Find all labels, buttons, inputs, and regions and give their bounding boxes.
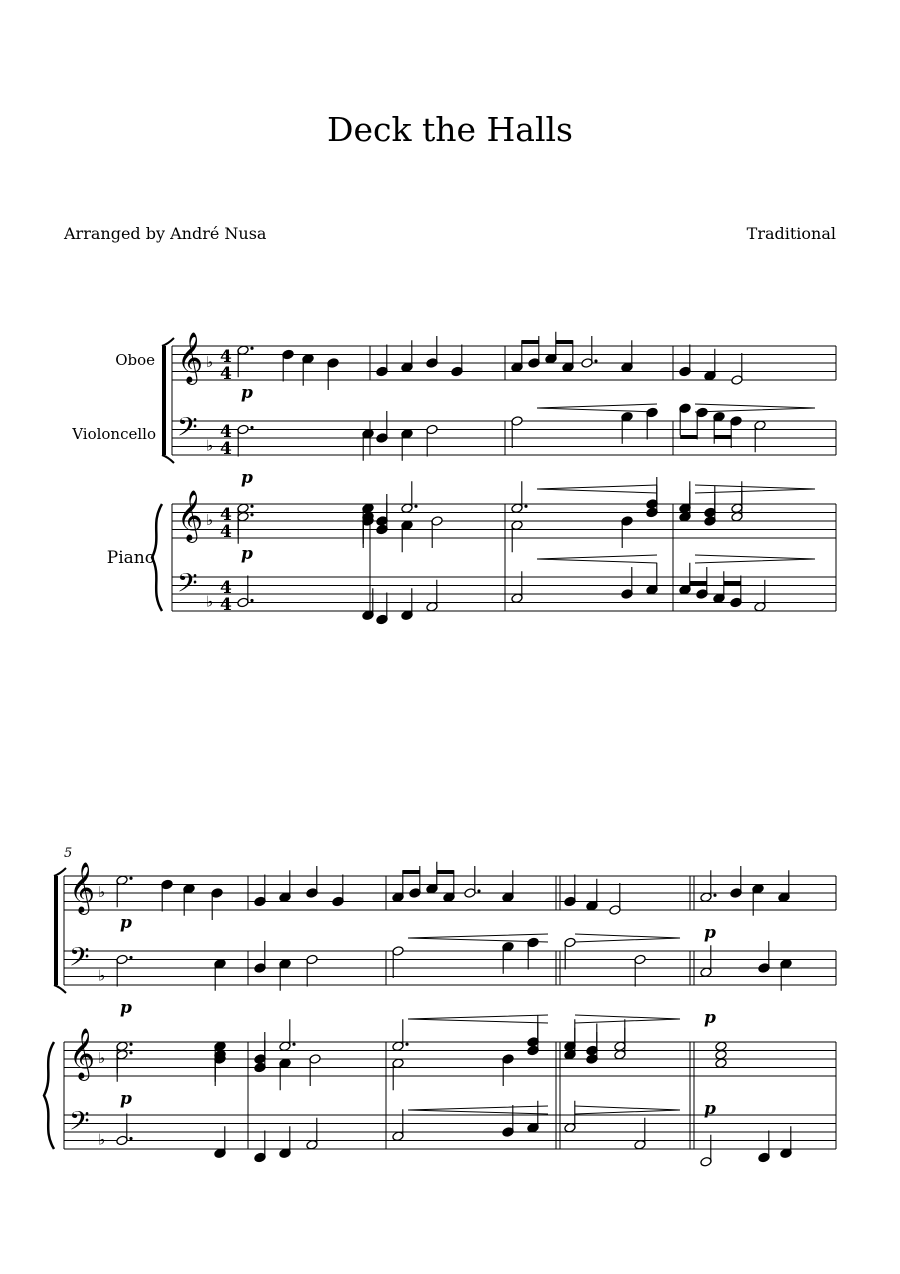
cello-note-dot (129, 956, 132, 959)
piano-note-dot (405, 1043, 408, 1046)
bass-clef: 𝄢 (177, 411, 198, 449)
bass-clef: 𝄢 (69, 941, 90, 979)
treble-clef: 𝄞 (69, 862, 96, 913)
key-signature-flat: ♭ (206, 592, 214, 611)
piano-note-dot (524, 505, 527, 508)
time-signature-bottom: 4 (220, 595, 232, 615)
dynamic-piano: p (704, 923, 716, 943)
bass-clef: 𝄢 (69, 1105, 90, 1143)
time-signature-bottom: 4 (220, 522, 232, 542)
decrescendo-hairpin (575, 1106, 680, 1114)
crescendo-hairpin (408, 1015, 548, 1023)
crescendo-hairpin (408, 934, 548, 942)
crescendo-hairpin (408, 1106, 548, 1114)
dynamic-piano: p (704, 1008, 716, 1028)
key-signature-flat: ♭ (98, 1049, 106, 1067)
oboe-note-dot (129, 877, 132, 880)
dynamic-piano: p (120, 998, 132, 1018)
piano-note-dot (250, 505, 253, 508)
ensemble-bracket-bottom (162, 455, 174, 463)
oboe-note-dot (594, 359, 597, 362)
ensemble-bracket-bottom (54, 985, 66, 993)
key-signature-flat: ♭ (98, 1130, 106, 1149)
decrescendo-hairpin (575, 1015, 680, 1023)
time-signature-bottom: 4 (220, 364, 232, 384)
piano-brace (152, 504, 162, 611)
piano-note (715, 1058, 727, 1069)
dynamic-piano: p (241, 383, 253, 403)
oboe-note-dot (250, 347, 253, 350)
oboe-note-dot (477, 889, 480, 892)
measure-number-5: 5 (64, 846, 73, 861)
piano-note-dot (414, 505, 417, 508)
treble-clef: 𝄞 (69, 1028, 96, 1079)
piano-brace (44, 1042, 54, 1149)
crescendo-hairpin (537, 404, 657, 412)
dynamic-piano: p (704, 1099, 716, 1119)
key-signature-flat: ♭ (206, 353, 214, 371)
treble-clef: 𝄞 (177, 332, 204, 383)
time-signature-top: 4 (220, 347, 232, 367)
dynamic-piano: p (241, 468, 253, 488)
decrescendo-hairpin (575, 934, 680, 942)
arranger-credit: Arranged by André Nusa (64, 224, 267, 243)
decrescendo-hairpin (695, 555, 815, 563)
key-signature-flat: ♭ (206, 436, 214, 455)
piano-note (715, 1041, 727, 1052)
key-signature-flat: ♭ (98, 966, 106, 985)
bass-clef: 𝄢 (177, 567, 198, 605)
time-signature-top: 4 (220, 422, 232, 442)
key-signature-flat: ♭ (206, 511, 214, 529)
crescendo-hairpin (537, 485, 657, 493)
piano-note-dot (250, 513, 253, 516)
time-signature-top: 4 (220, 578, 232, 598)
decrescendo-hairpin (695, 485, 815, 493)
treble-clef: 𝄞 (177, 490, 204, 541)
instrument-label-piano: Piano (106, 548, 155, 568)
ensemble-bracket-top (162, 338, 174, 346)
piano-note-dot (292, 1043, 295, 1046)
score-title: Deck the Halls (327, 110, 573, 149)
time-signature-top: 4 (220, 505, 232, 525)
composer-credit: Traditional (746, 224, 836, 243)
time-signature-bottom: 4 (220, 439, 232, 459)
piano-note (715, 1049, 727, 1060)
dynamic-piano: p (120, 1089, 132, 1109)
piano-note-dot (129, 1051, 132, 1054)
key-signature-flat: ♭ (98, 883, 106, 901)
piano-bass-note-dot (129, 1137, 132, 1140)
piano-note-dot (129, 1043, 132, 1046)
piano-bass-note-dot (250, 599, 253, 602)
dynamic-piano: p (241, 544, 253, 564)
dynamic-piano: p (120, 913, 132, 933)
oboe-note-dot (713, 894, 716, 897)
decrescendo-hairpin (695, 404, 815, 412)
ensemble-bracket-top (54, 868, 66, 876)
instrument-label-violoncello: Violoncello (72, 425, 156, 443)
crescendo-hairpin (537, 555, 657, 563)
cello-note-dot (250, 426, 253, 429)
instrument-label-oboe: Oboe (115, 351, 155, 369)
